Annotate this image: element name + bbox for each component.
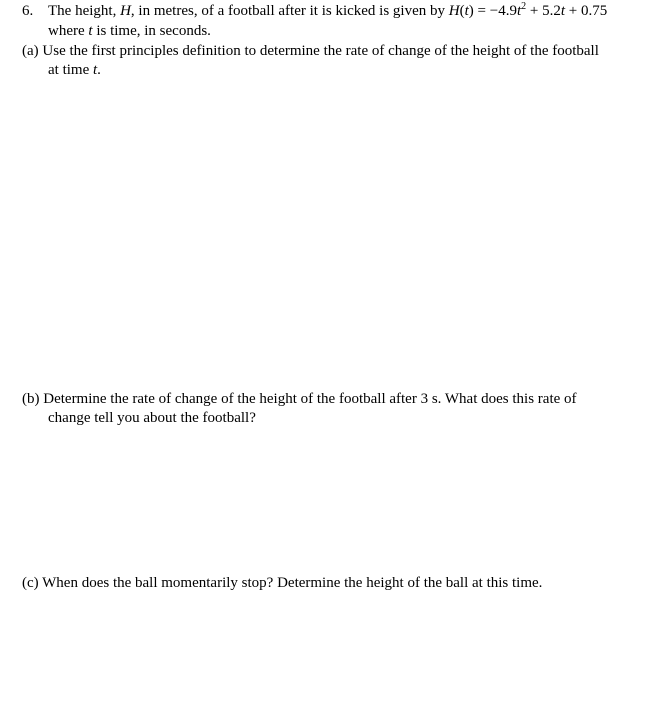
part-b-cont: change tell you about the football? <box>48 410 256 426</box>
part-b-label: (b) <box>22 391 40 407</box>
answer-space-c[interactable] <box>22 598 642 703</box>
part-a-variable-t: t <box>93 62 98 78</box>
question-stem <box>48 1 607 21</box>
equation-t-linear: t <box>560 3 566 19</box>
stem-text-mid: , in metres, of a football after it is kicked is given by <box>130 3 449 19</box>
part-a-prompt <box>22 41 599 61</box>
part-c-prompt <box>22 573 542 593</box>
part-c-label: (c) <box>22 575 39 591</box>
equation-term-c: + 0.75 <box>565 3 608 19</box>
function-name: H <box>448 3 460 19</box>
answer-space-b[interactable] <box>22 432 642 568</box>
question-number: 6. <box>22 3 34 19</box>
answer-space-a[interactable] <box>22 82 642 382</box>
equation-term-b: + 5.2 <box>526 3 561 19</box>
equation-exponent: 2 <box>521 1 527 12</box>
part-c-text: When does the ball momentarily stop? Determine the height of the ball at this time. <box>42 575 543 591</box>
part-b-prompt <box>22 389 577 409</box>
question-stem-cont <box>48 21 211 41</box>
where-text: where <box>48 23 89 39</box>
equation-term-a: = −4.9 <box>473 3 517 19</box>
time-definition: is time, in seconds. <box>92 23 211 39</box>
height-function <box>449 3 607 19</box>
part-b-text: Determine the rate of change of the height of the football after 3 s. What does this rate of <box>43 391 577 407</box>
equation-t-squared: t <box>516 3 522 19</box>
stem-text: The height, <box>48 3 121 19</box>
variable-t: t <box>88 23 93 39</box>
part-a-label: (a) <box>22 43 39 59</box>
function-arg: t <box>464 3 469 19</box>
paren-open: ( <box>459 3 465 19</box>
part-a-period: . <box>97 62 101 78</box>
part-a-cont-text: at time <box>48 62 93 78</box>
part-a-cont <box>48 60 101 80</box>
part-a-text: Use the first principles definition to determine the rate of change of the height of the football <box>42 43 599 59</box>
variable-h: H <box>120 3 131 19</box>
paren-close: ) <box>468 3 474 19</box>
